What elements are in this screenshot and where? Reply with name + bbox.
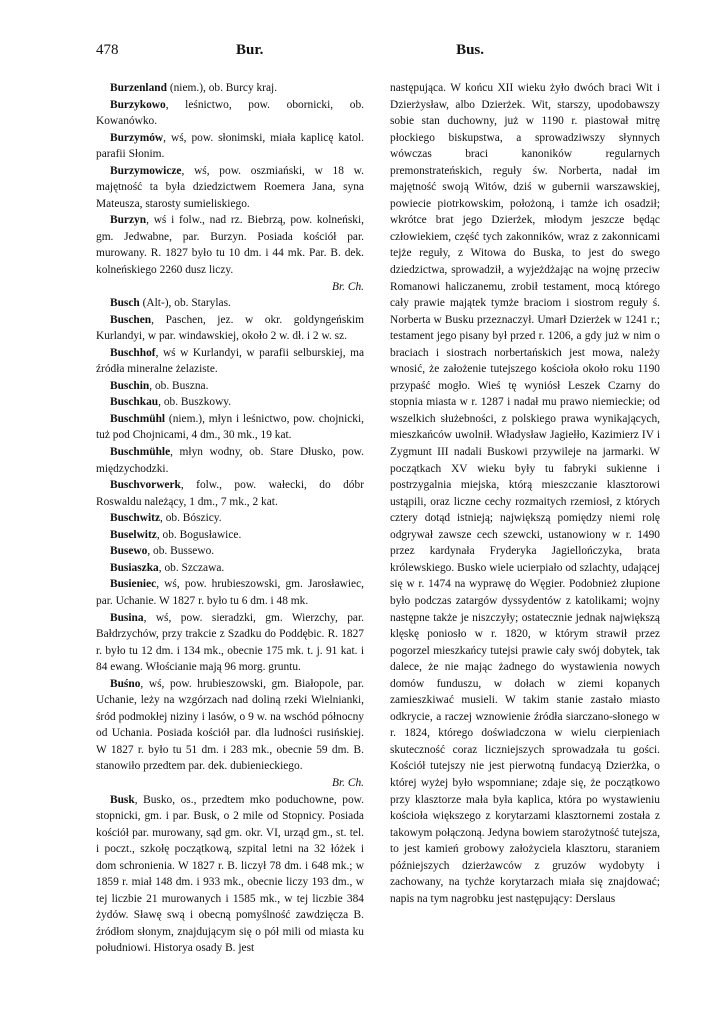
dictionary-entry — [96, 477, 364, 510]
dictionary-entry — [96, 130, 364, 163]
dictionary-entry — [96, 80, 364, 97]
entry-body: (niem.), młyn i leśnictwo, pow. chojnicki, tuż pod Chojnicami, 4 dm., 30 mk., 19 kat. — [96, 412, 364, 442]
dictionary-entry — [96, 345, 364, 378]
dictionary-entry — [96, 543, 364, 560]
entry-headword: Buśno — [110, 677, 141, 690]
entry-signature: Br. Ch. — [332, 776, 364, 789]
dictionary-entry — [96, 560, 364, 577]
dictionary-entry — [96, 212, 364, 295]
entry-body: , leśnictwo, pow. obornicki, ob. Kowanówko. — [96, 98, 364, 128]
entry-body: , Paschen, jez. w okr. goldyngeńskim Kurlandyi, w par. windawskiej, około 2 w. dł. i 2 w. sz. — [96, 313, 364, 343]
entry-body: , ob. Bogusławice. — [156, 528, 242, 541]
entry-headword: Burzykowo — [110, 98, 166, 111]
entry-body: (niem.), ob. Burcy kraj. — [166, 82, 278, 94]
entry-headword: Buschmühle — [110, 446, 171, 459]
entry-body: , ob. Szczawa. — [158, 561, 225, 574]
entry-headword: Busk — [110, 793, 135, 806]
entry-headword: Buschen — [110, 313, 152, 326]
entry-body: , wś, pow. hrubieszowski, gm. Jarosławiec, par. Uchanie. W 1827 r. było tu 6 dm. i 48 mk. — [96, 578, 364, 607]
entry-body: , ob. Bószicy. — [160, 512, 222, 525]
entry-body: , wś, pow. słonimski, miała kaplicę katol. parafii Słonim. — [96, 131, 364, 161]
dictionary-entry — [96, 676, 364, 792]
entry-headword: Burzenland — [110, 82, 167, 94]
entry-headword: Busch — [110, 297, 140, 310]
entry-body: , wś, pow. oszmiański, w 18 w. majętność ta była dziedzictwem Roemera Jana, syna Mateusza, starosty sumieliskiego. — [96, 164, 364, 210]
entry-signature: Br. Ch. — [332, 280, 364, 293]
dictionary-entry — [96, 163, 364, 213]
entry-headword: Burzymowicze — [110, 164, 182, 177]
dictionary-entry — [96, 378, 364, 395]
left-running-head: Bur. — [236, 42, 264, 58]
dictionary-entry — [96, 444, 364, 477]
entry-body: , młyn wodny, ob. Stare Dłusko, pow. międzychodzki. — [96, 446, 364, 475]
entry-body: , ob. Bussewo. — [147, 545, 215, 558]
dictionary-entry — [96, 411, 364, 444]
entry-headword: Burzymów — [110, 131, 164, 144]
entry-headword: Buschwitz — [110, 512, 160, 525]
dictionary-entry — [96, 295, 364, 312]
entry-body: , wś i folw., nad rz. Biebrzą, pow. kolneński, gm. Jedwabne, par. Burzyn. Posiada kościół par. murowany. R. 1827 było tu 10 dm. i 44 mk. Par. B. dek. kolneńskiego 2260 dusz liczy. — [96, 214, 364, 277]
entry-headword: Busewo — [110, 545, 148, 558]
dictionary-entry — [96, 394, 364, 411]
entry-headword: Buschvorwerk — [110, 479, 181, 492]
entry-body: (Alt-), ob. Starylas. — [139, 297, 231, 310]
entry-body: , ob. Buszna. — [149, 379, 209, 392]
entry-headword: Buschhof — [110, 346, 156, 359]
running-header — [96, 42, 662, 64]
dictionary-entry — [96, 97, 364, 130]
entry-body: , wś w Kurlandyi, w parafii selburskiej, ma źródła mineralne żelaziste. — [96, 346, 364, 376]
page-number: 478 — [96, 42, 119, 58]
dictionary-entry — [96, 510, 364, 527]
entry-headword: Burzyn — [110, 214, 147, 227]
entry-body: , ob. Buszkowy. — [158, 396, 232, 409]
entry-headword: Busieniec — [110, 578, 157, 591]
entry-body: , folw., pow. wałecki, do dóbr Roswaldu należący, 1 dm., 7 mk., 2 kat. — [96, 479, 364, 508]
dictionary-entry — [96, 312, 364, 345]
right-column-text: następująca. W końcu XII wieku żyło dwóch braci Wit i Dzierżysław, albo Dzierżek. Wit, starszy, upodobawszy sobie stan duchowny, już w 1190 r. piastował mitrę płockiego biskupstwa, a sprowadziwszy słynnych wówczas braci kanoników regularnych premonstrateńskich, reguły św. Norberta, nadał im majętność swoją Witów, dziś w gubernii warszawskiej, powiecie piotrkowskim, położoną, i tamże ich osadził; wkrótce brat jego Dzierżek, młodym jeszcze będąc człowiekiem, część tych zakonników, wraz z zakonnicami tejże reguły, z Witowa do Buska, to jest do swego dziedzictwa, sprowadził, a wyjeżdżając na wojnę przeciw Romanowi haliczanemu, zrobił testament, mocą którego cały prawie majątek tymże braciom i siostrom reguły ś. Norberta w Busku przeznaczył. Umarł Dzierżek w 1241 r.; testament jego pisany był przed r. 1206, a gdy już w nim o braciach i siostrach norbertańskich jest mowa, należy wnosić, że założenie tutejszego kościoła około roku 1190 przypaść mogło. Wieś tę wyniósł Leszek Czarny do stopnia miasta w r. 1287 i nadał mu prawo niemieckie; od wszelkich służebności, z polskiego prawa wynikających, mieszkańców uwolnił. Władysław Jagiełło, Kazimierz IV i Zygmunt III nadali Buskowi przywileje na jarmarki. W początkach XV wieku były tu fabryki sukienne i postrzygalnia miejska, którą mieszczanie klasztorowi ustąpili, oraz liczne cechy rozmaitych rzemiosł, z których cztery dotąd istnieją; największą pomiędzy niemi rolę odgrywał zawsze cech szewcki, ustanowiony w r. 1490 przez kardynała Fryderyka Jagiellończyka, brata królewskiego. Busko wiele ucierpiało od szlachty, udającej się w r. 1474 na wyprawę do Węgier. Podobnież złupione było podczas zatargów dyssydentów z katolikami; wojny następne także je niszczyły; ostatecznie jednak największą klęskę poniosło w r. 1820, w którym strawił przez pogorzel mieszkańcy tutejsi prawie cały swój dobytek, tak dalece, że nie mając żadnego do wystawienia nowych domów funduszu, w dołach w ziemi kopanych zamieszkiwać musieli. W takim stanie zastało miasto odkrycie, a raczej wznowienie źródła siarczano-słonego w r. 1824, którego doświadczona w wielu cierpieniach skuteczność coraz liczniejszych sprowadzała tu gości. Kościół tutejszy nie jest pierwotną fundacyą Dzierżka, o której wyżej było wspomniane; zdaje się, że początkowo przy klasztorze mała była kaplica, która po wystawieniu kościoła większego z korytarzami klasztornemi została z takowym połączoną. Jedyna bowiem starożytność tutejsza, to jest kamień grobowy założyciela klasztoru, staraniem późniejszych dzierżawców z gruzów wydobyty i zachowany, na tychże korytarzach miała się znajdować; napis na tym nagrobku jest następujący: Derslaus — [390, 82, 660, 905]
entry-headword: Buschmühl — [110, 412, 166, 425]
dictionary-entry — [96, 576, 364, 609]
entry-body: , wś, pow. sieradzki, gm. Wierzchy, par. Bałdrzychów, przy trakcie z Szadku do Poddębic. R. 1827 r. było tu 12 dm. i 134 mk., obecnie 175 mk. t. j. 91 kat. i 84 ewang. Włościanie mają 96 morg. gruntu. — [96, 611, 364, 674]
entry-body: , wś, pow. hrubieszowski, gm. Białopole, par. Uchanie, leży na wzgórzach nad doliną rzeki Wielnianki, śród podmokłej niziny i lasów, o 9 w. na wschód północny od Uchania. Posiada kościół par. dla ludności rusińskiej. W 1827 r. było tu 51 dm. i 283 mk., obecnie 59 dm. B. stanowiło przedtem par. dek. dubienieckiego. — [96, 677, 364, 773]
left-column — [96, 80, 364, 957]
right-column — [390, 80, 660, 907]
right-running-head: Bus. — [456, 42, 484, 58]
dictionary-entry — [96, 527, 364, 544]
entry-body: , Busko, os., przedtem mko poduchowne, pow. stopnicki, gm. i par. Busk, o 2 mile od Stopnicy. Posiada kościół par. murowany, sąd gm. okr. VI, urząd gm., st. tel. i poczt., szkołę początkową, szpital letni na 32 łóżek i dom schronienia. W 1827 r. B. liczył 78 dm. i 648 mk.; w 1859 r. miał 148 dm. i 933 mk., obecnie liczy 193 dm., w tej liczbie 21 murowanych i 1585 mk., w tej liczbie 384 żydów. Sławę swą i obecną pomyślność zawdzięcza B. źródłom słonym, znajdującym się o pół mili od miasta ku południowi. Historya osady B. jest — [96, 793, 364, 955]
entry-headword: Buselwitz — [110, 528, 157, 541]
entry-headword: Busiaszka — [110, 561, 159, 574]
entry-headword: Busina — [110, 611, 144, 624]
entry-headword: Buschin — [110, 379, 150, 392]
dictionary-entry — [96, 792, 364, 957]
dictionary-entry — [96, 610, 364, 676]
entry-headword: Buschkau — [110, 396, 159, 409]
